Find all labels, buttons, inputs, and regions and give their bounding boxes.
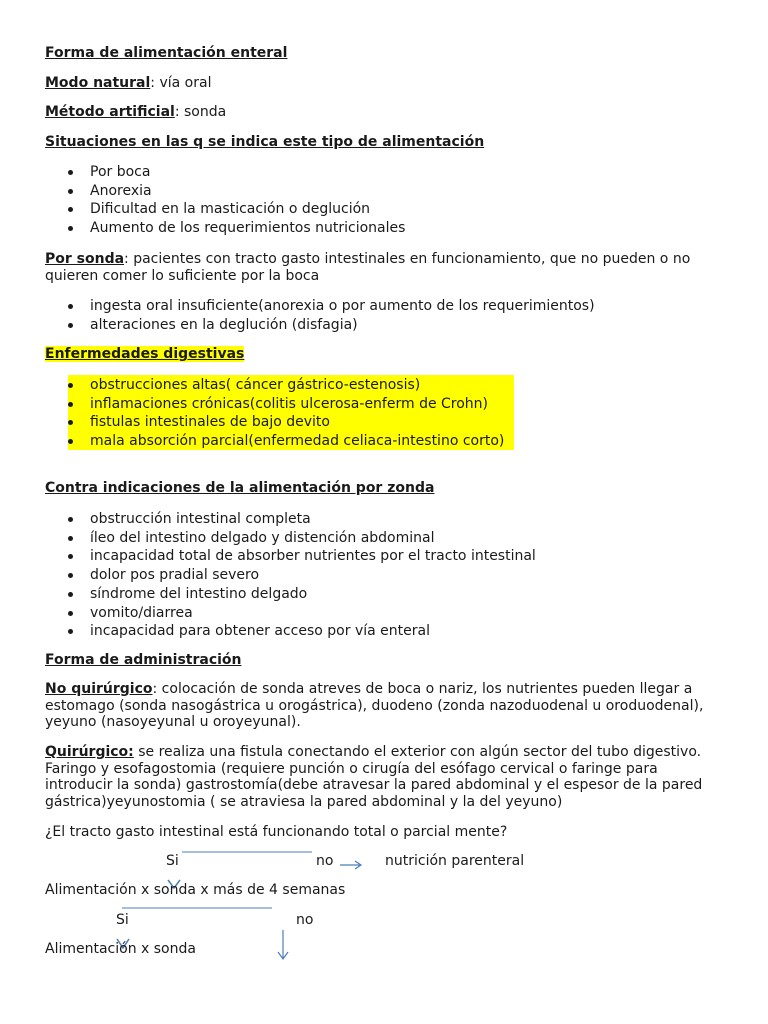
list-item: fistulas intestinales de bajo devito	[45, 413, 504, 432]
flow-alimentacion-1: Alimentación x sonda x más de 4 semanas	[45, 882, 346, 898]
list-item: incapacidad para obtener acceso por vía enteral	[45, 622, 536, 641]
administracion-heading: Forma de administración	[45, 652, 242, 668]
quirurgico-line3: introducir la sonda) gastrostomía(debe atravesar la pared abdominal y el espesor de la pared	[45, 777, 703, 793]
situaciones-heading: Situaciones en las q se indica este tipo de alimentación	[45, 134, 485, 150]
quirurgico-line4: gástrica)yeyunostomia ( se atraviesa la pared abdominal y la del yeyuno)	[45, 793, 563, 810]
metodo-artificial-text: : sonda	[174, 104, 227, 120]
list-item: vomito/diarrea	[45, 604, 536, 623]
arrow-down-icon	[278, 930, 288, 959]
list-item: mala absorción parcial(enfermedad celiaca-intestino corto)	[45, 432, 504, 451]
por-sonda-line2: quieren comer lo suficiente por la boca	[45, 267, 320, 284]
list-item: ingesta oral insuficiente(anorexia o por aumento de los requerimientos)	[45, 297, 595, 316]
por-sonda-label: Por sonda	[45, 251, 125, 267]
list-item: incapacidad total de absorber nutrientes por el tracto intestinal	[45, 547, 536, 566]
pregunta-text: ¿El tracto gasto intestinal está funcionando total o parcial mente?	[45, 824, 508, 840]
list-item: Aumento de los requerimientos nutricionales	[45, 219, 405, 238]
modo-natural-label: Modo natural	[45, 75, 151, 91]
flow-alimentacion-2: Alimentación x sonda	[45, 941, 196, 957]
no-quirurgico-label: No quirúrgico	[45, 681, 153, 697]
no-quirurgico-line1: : colocación de sonda atreves de boca o nariz, los nutrientes pueden llegar a	[152, 681, 693, 697]
list-item: Dificultad en la masticación o deglución	[45, 200, 405, 219]
quirurgico-line2: Faringo y esofagostomia (requiere punción o cirugía del esófago cervical o faringe para	[45, 760, 658, 777]
list-item: Anorexia	[45, 182, 405, 201]
flow-si-2: Si	[116, 912, 129, 928]
list-item: íleo del intestino delgado y distención abdominal	[45, 529, 536, 548]
document-title: Forma de alimentación enteral	[45, 45, 288, 61]
list-item: inflamaciones crónicas(colitis ulcerosa-enferm de Crohn)	[45, 395, 504, 414]
list-item: alteraciones en la deglución (disfagia)	[45, 316, 595, 335]
arrow-right-icon	[340, 861, 361, 869]
metodo-artificial-label: Método artificial	[45, 104, 175, 120]
flow-no-2: no	[296, 912, 314, 928]
list-item: obstrucciones altas( cáncer gástrico-estenosis)	[45, 376, 504, 395]
flow-parenteral: nutrición parenteral	[385, 853, 525, 869]
quirurgico-line1: se realiza una fistula conectando el exterior con algún sector del tubo digestivo.	[133, 744, 702, 760]
no-quirurgico-line3: yeyuno (nasoyeyunal u oroyeyunal).	[45, 714, 301, 730]
flow-no-1: no	[316, 853, 334, 869]
list-item: dolor pos pradial severo	[45, 566, 536, 585]
no-quirurgico-line2: estomago (sonda nasogástrica u orogástrica), duodeno (zonda nazoduodenal u oroduodenal),	[45, 697, 704, 714]
list-item: obstrucción intestinal completa	[45, 510, 536, 529]
enfermedades-heading-text: Enfermedades digestivas	[45, 346, 245, 362]
flow-si-1: Si	[166, 853, 179, 869]
por-sonda-line1: : pacientes con tracto gasto intestinales en funcionamiento, que no pueden o no	[124, 251, 691, 267]
list-item: síndrome del intestino delgado	[45, 585, 536, 604]
quirurgico-label: Quirúrgico:	[45, 744, 134, 760]
contra-heading: Contra indicaciones de la alimentación por zonda	[45, 480, 435, 496]
list-item: Por boca	[45, 163, 405, 182]
modo-natural-text: : vía oral	[150, 75, 212, 91]
